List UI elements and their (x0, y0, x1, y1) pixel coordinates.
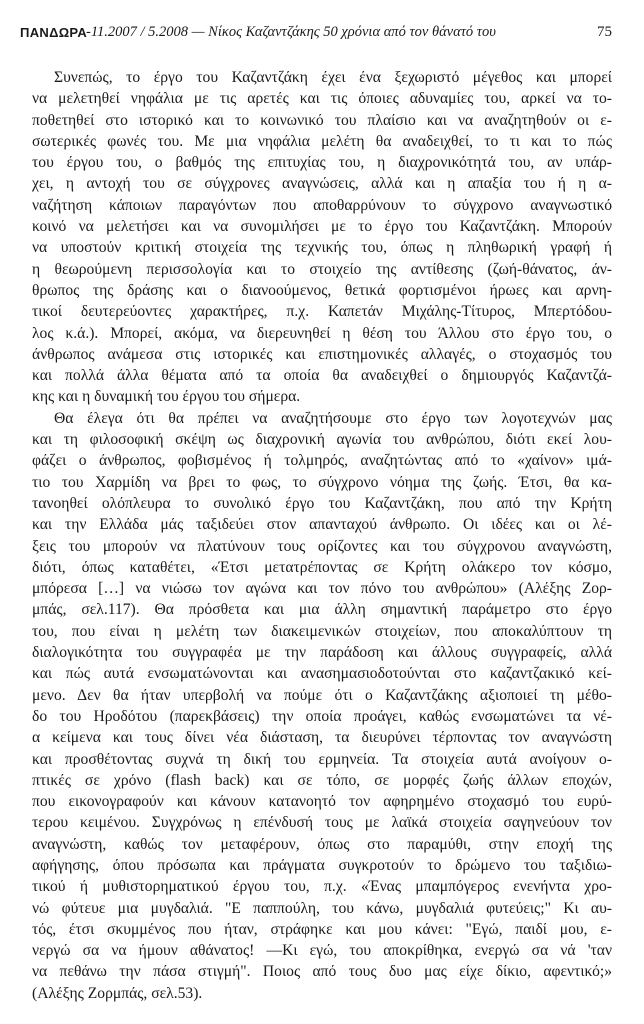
text-line: τικού ή μυθιστορηματικού έργου του, π.χ. «Ένας μπαμπόγερος ενενήντα χρο- (32, 878, 612, 896)
text-line: άνθρωπος ανάμεσα στις ιστορικές και επιστημονικές αλλαγές, ο στοχασμός του (32, 345, 612, 363)
text-line: κης και η δυναμική του έργου του σήμερα. (32, 388, 301, 406)
journal-logo: ΠΑΝΔΩΡΑ (20, 25, 88, 40)
text-line: αφήγησης, όπου πρόσωπα και πράγματα συγκροτούν το δρώμενο του ταξιδιω- (32, 856, 612, 874)
article-body (32, 67, 612, 1004)
text-line: που εικονογραφούν και κάνουν κατανοητό τον αφηρημένο στοχασμό του ευρύ- (32, 793, 612, 811)
text-line: α κείμενα και τους δίνει νέα διάσταση, τα διευρύνει τέρποντας τον αναγνώστη (32, 729, 612, 747)
paragraph (32, 67, 612, 408)
text-line: μπόρεσα […] να νιώσω τον αγώνα και τον πόνο του ανθρώπου» (Αλέξης Ζορ- (32, 580, 612, 598)
text-line: δο του Ηροδότου (παρεκβάσεις) την οποία προάγει, καθώς ενσωματώνει τα νέ- (32, 707, 612, 725)
text-line: χει, η αντοχή του σε σύγχρονες αναγνώσεις, αλλά και η απαξία του ή η α- (32, 175, 612, 193)
text-line: νώ φύτευε μια μυγδαλιά. "Ε παππούλη, του κάνω, μυγδαλιά φυτεύεις;" Κι αυ- (32, 899, 612, 917)
text-line: διαλογικότητα του συγγραφέα με την παράδοση και άλλους συγγραφείς, αλλά (32, 644, 612, 662)
text-line: Θα έλεγα ότι θα πρέπει να αναζητήσουμε στο έργο των λογοτεχνών μας (54, 409, 612, 427)
text-line: ναζήτηση κάποιων παραγόντων που αποθαρρύνουν το σύγχρονο αναγνωστικό (32, 196, 612, 214)
text-line: μενο. Δεν θα ήταν υπερβολή να πούμε ότι ο Καζαντζάκης αξιοποιεί τη μέθο- (32, 686, 612, 704)
text-line: και την Ελλάδα μάς ταξιδεύει στον απανταχού άνθρωπο. Οι ιδέες και οι λέ- (32, 516, 612, 534)
text-line: τιο του Χαρμίδη να βρει το φως, το σύγχρονο νόημα της ζωής. Έτσι, θα κα- (32, 473, 612, 491)
text-line: διότι, όπως καταθέτει, «Έτσι μετατρέποντας σε Κρήτη ολάκερο τον κόσμο, (32, 558, 612, 576)
running-header (20, 22, 612, 44)
text-line: θρωπος της δράσης και ο διανοούμενος, θετικά φορτισμένοι ήρωες και αρνη- (32, 281, 612, 299)
text-line: πτικές σε χρόνο (flash back) και σε τόπο, σε μορφές ζωής άλλων εποχών, (32, 771, 612, 789)
text-line: και προσθέτοντας συχνά τη δική του ερμηνεία. Τα στοιχεία αυτά ανοίγουν ο- (32, 750, 612, 768)
text-line: τικοί δευτερεύοντες χαρακτήρες, π.χ. Καπετάν Μιχάλης-Τίτυρος, Μπερτόδου- (32, 303, 612, 321)
text-line: και πώς αυτά ενσωματώνονται και ανασημασιοδοτούνται στο καζαντζακικό κεί- (32, 665, 612, 683)
text-line: ποθετηθεί στο ιστορικό και το κοινωνικό του πλαίσιο και να αναζητηθούν οι ε- (32, 111, 612, 129)
running-title: -11.2007 / 5.2008 — Νίκος Καζαντζάκης 50 χρόνια από τον θάνατό του (86, 24, 496, 40)
text-line: λος κ.ά.). Μπορεί, ακόμα, να διερευνηθεί η θέση του Άλλου στο έργο του, ο (32, 324, 612, 342)
text-line: νεργώ σα να ήμουν αθάνατος! —Κι εγώ, του αποκρίθηκα, ενεργώ σα νά 'ταν (32, 942, 612, 960)
text-line: ξεις του μπορούν να πλατύνουν τους ορίζοντες και του σύγχρονου αναγνώστη, (32, 537, 612, 555)
page-number: 75 (597, 24, 612, 40)
text-line: κοινό να μελετήσει και να συνομιλήσει με το έργο του Καζαντζάκη. Μπορούν (32, 218, 612, 236)
text-line: και πολλά άλλα θέματα από τα οποία θα αναδειχθεί ο δημιουργός Καζαντζά- (32, 367, 612, 385)
text-line: σωτερικές φωνές του. Με μια νηφάλια μελέτη θα αναδειχθεί, το τι και το πώς (32, 132, 612, 150)
text-line: μπάς, σελ.117). Θα πρόσθετα και μια άλλη σημαντική παράμετρο στο έργο (32, 601, 612, 619)
text-line: του, που είναι η μελέτη των διακειμενικών στοιχείων, που αποκαλύπτουν τη (32, 622, 612, 640)
text-line: να υποστούν κριτική στοιχεία της τεχνικής του, όπως η πληθωρική γραφή ή (32, 239, 612, 257)
text-line: τερου κειμένου. Συγχρόνως η επένδυσή τους με λαϊκά στοιχεία σαγηνεύουν τον (32, 814, 612, 832)
text-line: τανοηθεί ολόπλευρα το συνολικό έργο του Καζαντζάκη, που από την Κρήτη (32, 494, 612, 512)
text-line: τός, έτσι σκυμμένος που ήταν, στράφηκε και μου κάνει: "Εγώ, παιδί μου, ε- (32, 920, 612, 938)
text-line: φάζει ο άνθρωπος, φοβισμένος ή τολμηρός, αναζητώντας από το «χαίνον» ιμά- (32, 452, 612, 470)
text-line: αναγνώστη, καθώς τον μεταφέρουν, όπως στο παραμύθι, στην εποχή της (32, 835, 612, 853)
text-line: Συνεπώς, το έργο του Καζαντζάκη έχει ένα ξεχωριστό μέγεθος και μπορεί (54, 69, 612, 86)
text-line: να πεθάνω την πάσα στιγμή". Ποιος από τους δυο μας είχε δίκιο, αφεντικό;» (32, 963, 612, 981)
text-line: να μελετηθεί νηφάλια με τις αρετές και τις όποιες αδυναμίες του, αρκεί να το- (32, 90, 612, 108)
text-line: του έργου του, ο βαθμός της επιτυχίας του, η διαχρονικότητά του, αν υπάρ- (32, 154, 612, 172)
text-line: (Αλέξης Ζορμπάς, σελ.53). (32, 984, 203, 1002)
text-line: η θεωρούμενη περισσολογία και το στοιχείο της αντίθεσης (ζωή-θάνατος, άν- (32, 260, 612, 278)
paragraph (32, 408, 612, 1004)
text-line: και τη φιλοσοφική σκέψη ως διαχρονική αγωνία του ανθρώπου, διότι εκεί λου- (32, 431, 612, 449)
